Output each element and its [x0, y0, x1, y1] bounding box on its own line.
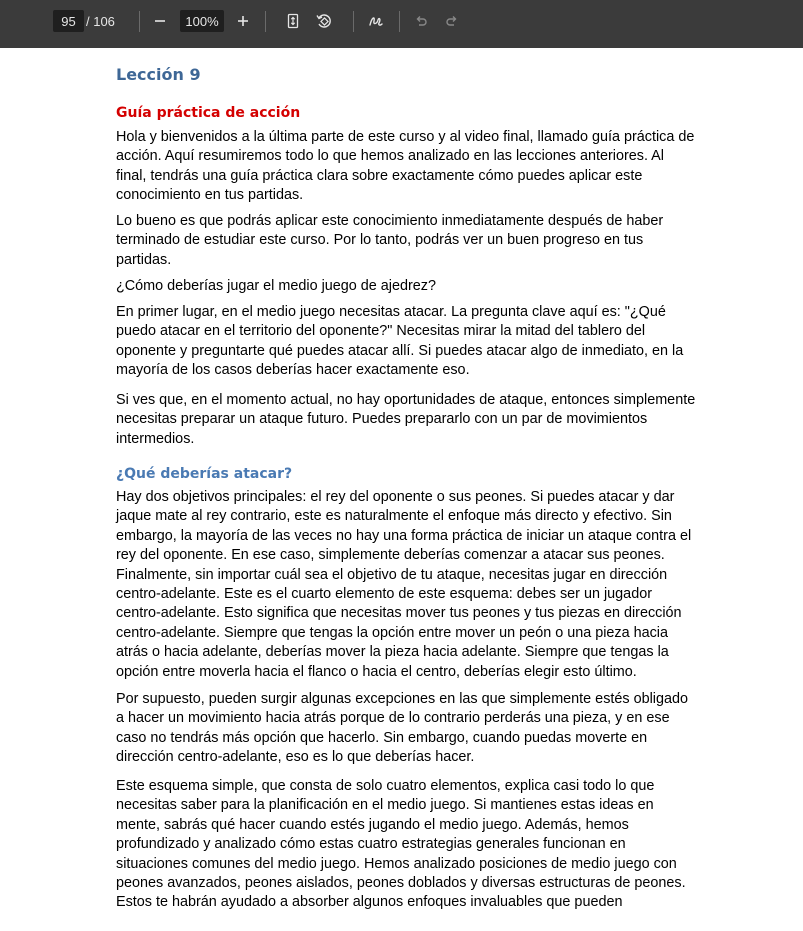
- toolbar-divider: [139, 11, 140, 32]
- redo-button[interactable]: [442, 10, 462, 32]
- redo-icon: [445, 14, 459, 28]
- paragraph: Si ves que, en el momento actual, no hay oportunidades de ataque, entonces simplemente necesitas preparar un ataque futuro. Puedes prepararlo con un par de movimientos intermedios.: [116, 392, 696, 447]
- zoom-out-button[interactable]: [150, 10, 170, 32]
- paragraph: En primer lugar, en el medio juego necesitas atacar. La pregunta clave aquí es: "¿Qué puedo atacar en el territorio del oponente?" Necesitas mirar la mitad del tablero del oponente y preguntarte qué puedes atacar allí. Si puedes atacar algo de inmediato, en la mayoría de los casos deberías hacer exactamente eso.: [116, 304, 684, 379]
- zoom-out-icon: [153, 14, 167, 28]
- fit-page-icon: [286, 13, 300, 29]
- paragraph: Por supuesto, pueden surgir algunas excepciones en las que simplemente estés obligado a hacer un movimiento hacia atrás porque de lo contrario perderás una pieza, y en ese caso no tendrás más opción que hacerlo. Sin embargo, cuando puedas moverte en dirección centro-adelante, eso es lo que deberías hacer.: [116, 691, 688, 766]
- zoom-in-button[interactable]: [233, 10, 253, 32]
- paragraph: Hay dos objetivos principales: el rey del oponente o sus peones. Si puedes atacar y dar jaque mate al rey contrario, este es naturalmente el enfoque más directo y efectivo. Sin embargo, la mayoría de las veces no hay una forma práctica de iniciar un ataque contra el rey del oponente. En ese caso, simplemente deberías comenzar a atacar sus peones. Finalmente, sin importar cuál sea el objetivo de tu ataque, necesitas jugar en dirección centro-adelante. Este es el cuarto elemento de este esquema: debes ser un jugador centro-adelante. Esto significa que necesitas mover tus peones y tus piezas en dirección centro-adelante. Siempre que tengas la opción entre mover un peón o una pieza hacia atrás o hacia adelante, deberías mover la pieza hacia adelante. Siempre que tengas la opción entre moverla hacia el flanco o hacia el centro, deberías elegir esto último.: [116, 489, 692, 680]
- rotate-icon: [315, 12, 333, 30]
- lesson-heading: Lección 9: [116, 65, 201, 84]
- paragraph: Este esquema simple, que consta de solo cuatro elementos, explica casi todo lo que necesitas saber para la planificación en el medio juego. Si mantienes estas ideas en mente, sabrás qué hacer cuando estés jugando el medio juego. Además, hemos profundizado y analizado cómo estas cuatro estrategias generales funcionan en situaciones comunes del medio juego. Hemos analizado posiciones de medio juego con peones avanzados, peones aislados, peones doblados y diversas estructuras de peones. Estos te habrán ayudado a absorber algunos enfoques invaluables que pueden: [116, 778, 686, 911]
- pdf-toolbar: [0, 0, 803, 48]
- undo-button[interactable]: [411, 10, 431, 32]
- paragraph: Lo bueno es que podrás aplicar este conocimiento inmediatamente después de haber terminado de estudiar este curso. Por lo tanto, podrás ver un buen progreso en tus partidas.: [116, 213, 664, 268]
- zoom-level-input[interactable]: 100%: [180, 10, 224, 32]
- paragraph: Hola y bienvenidos a la última parte de este curso y al video final, llamado guía práctica de acción. Aquí resumiremos todo lo que hemos analizado en las lecciones anteriores. Al final, tendrás una guía práctica clara sobre exactamente cómo puedes aplicar este conocimiento en tus partidas.: [116, 129, 695, 204]
- fit-page-button[interactable]: [282, 10, 304, 32]
- zoom-in-icon: [236, 14, 250, 28]
- undo-icon: [414, 14, 428, 28]
- toolbar-divider: [399, 11, 400, 32]
- paragraph: ¿Cómo deberías jugar el medio juego de ajedrez?: [116, 278, 436, 294]
- page-number-input[interactable]: 95: [53, 10, 84, 32]
- rotate-button[interactable]: [313, 10, 335, 32]
- draw-button[interactable]: [365, 10, 387, 32]
- page-total-label: / 106: [86, 13, 115, 29]
- section-heading-targets: ¿Qué deberías atacar?: [116, 466, 293, 482]
- draw-icon: [367, 12, 385, 30]
- toolbar-divider: [353, 11, 354, 32]
- toolbar-divider: [265, 11, 266, 32]
- section-heading-guide: Guía práctica de acción: [116, 105, 301, 121]
